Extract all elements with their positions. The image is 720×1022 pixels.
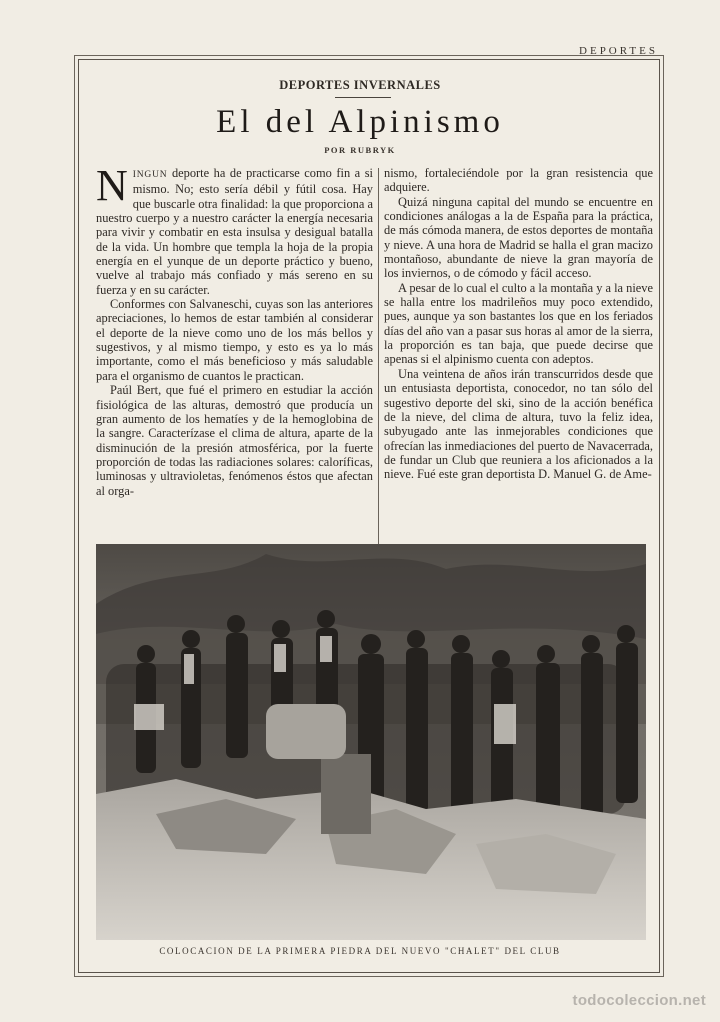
article-title: El del Alpinismo — [216, 104, 504, 140]
drop-cap: N — [96, 161, 128, 210]
right-paragraph-4: Una veintena de años irán transcurridos desde que un entusiasta deportista, conocedor, no tan sólo del sugestivo deporte del ski, sino de la acción benéfica de la nieve, del clima de altura, tuvo la feliz idea, subyugado ante las inmejorables condiciones que ofrecían las inmediaciones del puerto de Navacerrada, de fundar un Club que reuniera a los aficionados a la nieve. Fué este gran deportista D. Manuel G. de Ame- — [384, 366, 653, 482]
left-paragraph-1-text: deporte ha de practicarse como fin a si mismo. No; esto sería débil y fútil cosa. Hay que buscarle otra finalidad: la que proporciona a nuestro cuerpo y a nuestro carácter la energía necesaria para vivir y combatir en esta insulsa y desigual batalla de la vida. Un hombre que templa la hoja de la propia energía en el yunque de un deporte práctico y bueno, vuelve al trabajo más confiado y más sereno en su fuerza y en su carácter. — [96, 166, 373, 297]
left-paragraph-3: Paúl Bert, que fué el primero en estudiar la acción fisiológica de las alturas, demostró que producía un gran aumento de los hematíes y de la hemoglobina de la sangre. Caracterízase el clima de altura, aparte de la disminución de la presión atmosférica, por la fuerte proporción de todas las radiaciones solares: caloríficas, luminosas y ultravioletas, fenómenos éstos que afectan al orga- — [96, 383, 373, 498]
right-paragraph-2: Quizá ninguna capital del mundo se encuentre en condiciones análogas a la de España para la práctica, de más cómoda manera, de estos deportes de montaña y nieve. A una hora de Madrid se halla el gran macizo montañoso, abundante de nieve la gran mayoría de los inviernos, o de cómodo y fácil acceso. — [384, 194, 653, 281]
right-paragraph-3: A pesar de lo cual el culto a la montaña y a la nieve se halla entre los madrileños muy poco extendido, pues, aunque ya son bastantes los que en los feriados días del año van a pasar sus horas al amor de la sierra, la proporción es tan baja, que puede decirse que apenas si el alpinismo cuenta con adeptos. — [384, 280, 653, 367]
right-column — [384, 166, 653, 482]
left-paragraph-1 — [96, 161, 373, 297]
right-paragraph-1: nismo, fortaleciéndole por la gran resistencia que adquiere. — [384, 166, 653, 195]
byline: POR RUBRYK — [324, 145, 396, 155]
group-photo-image — [96, 544, 646, 940]
section-heading: DEPORTES INVERNALES — [279, 78, 441, 92]
left-paragraph-2: Conformes con Salvaneschi, cuyas son las anteriores apreciaciones, lo hemos de estar también al considerar el deporte de la nieve como uno de los más bellos y sugestivos, y al mismo tiempo, y esto es ya lo más importante, como el más beneficioso y más saludable para el organismo de cuantos le practican. — [96, 297, 373, 383]
photo-caption: COLOCACION DE LA PRIMERA PIEDRA DEL NUEVO "CHALET" DEL CLUB — [159, 946, 561, 956]
first-word-smallcaps: INGUN — [132, 170, 168, 180]
heading-rule — [335, 97, 391, 98]
left-column — [96, 161, 373, 498]
column-divider — [378, 168, 379, 546]
watermark: todocoleccion.net — [572, 992, 706, 1009]
running-head: DEPORTES — [579, 45, 658, 57]
